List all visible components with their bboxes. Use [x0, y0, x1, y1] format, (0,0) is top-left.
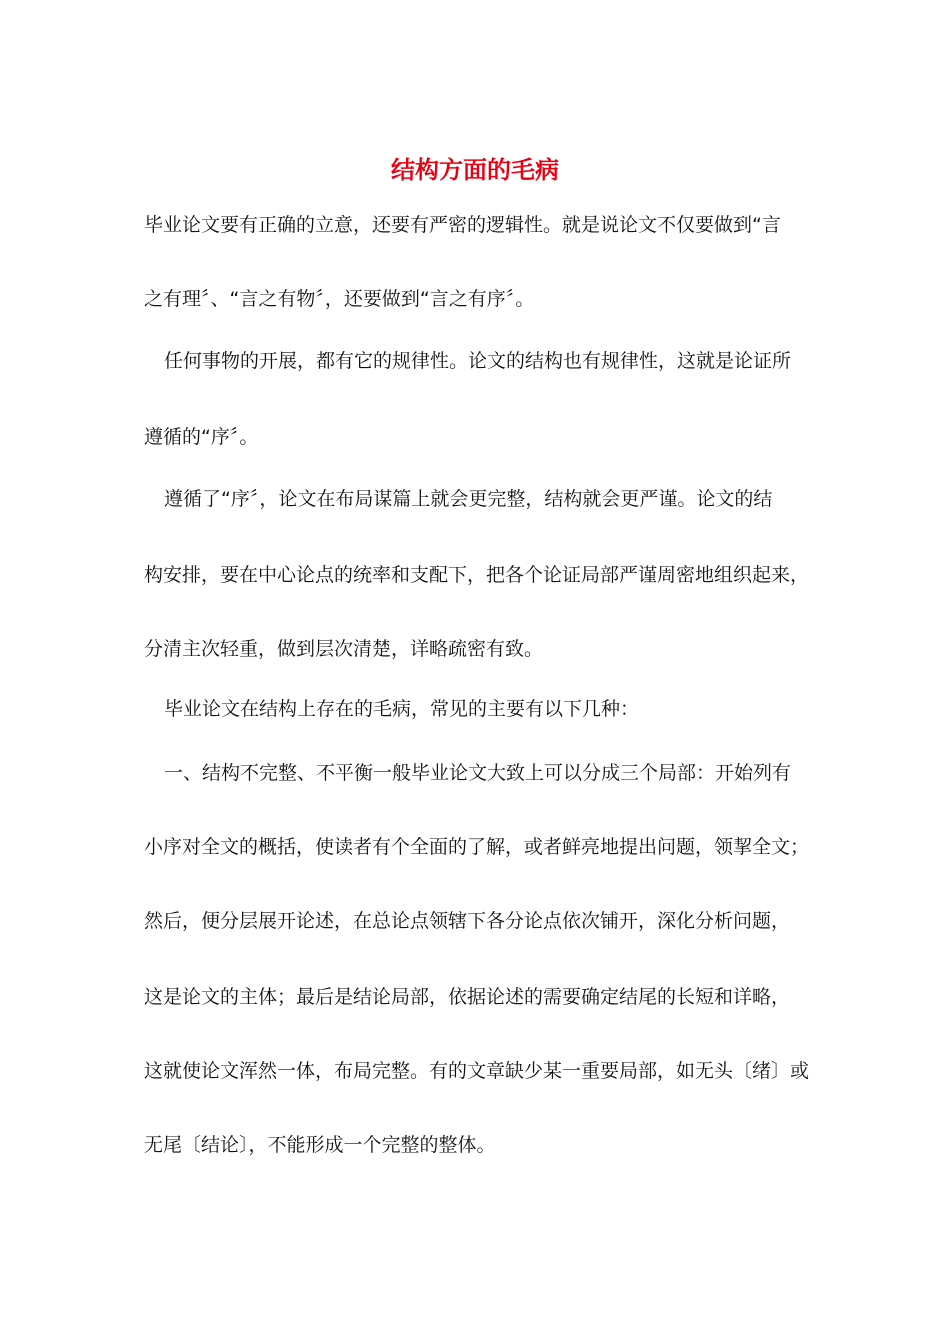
- paragraph-line: 无尾〔结论〕，不能形成一个完整的整体。: [144, 1134, 496, 1156]
- paragraph-line: 然后，便分层展开论述，在总论点领辖下各分论点依次铺开，深化分析问题，: [144, 910, 791, 932]
- paragraph-line: 这就使论文浑然一体，布局完整。有的文章缺少某一重要局部，如无头〔绪〕或: [144, 1060, 810, 1082]
- paragraph-line: 任何事物的开展，都有它的规律性。论文的结构也有规律性，这就是论证所: [164, 350, 792, 372]
- document-title: 结构方面的毛病: [391, 155, 559, 184]
- paragraph-line: 这是论文的主体；最后是结论局部，依据论述的需要确定结尾的长短和详略，: [144, 986, 791, 1008]
- paragraph-line: 分清主次轻重，做到层次清楚，详略疏密有致。: [144, 638, 544, 660]
- paragraph-line: 一、结构不完整、不平衡一般毕业论文大致上可以分成三个局部：开始列有: [164, 762, 792, 784]
- paragraph-line: 遵循了“序〞，论文在布局谋篇上就会更完整，结构就会更严谨。论文的结: [164, 488, 773, 510]
- paragraph-line: 毕业论文在结构上存在的毛病，常见的主要有以下几种：: [164, 698, 640, 720]
- paragraph-line: 构安排，要在中心论点的统率和支配下，把各个论证局部严谨周密地组织起来，: [144, 564, 810, 586]
- paragraph-line: 之有理〞、“言之有物〞，还要做到“言之有序〞。: [144, 288, 535, 310]
- paragraph-line: 毕业论文要有正确的立意，还要有严密的逻辑性。就是说论文不仅要做到“言: [144, 214, 781, 236]
- paragraph-line: 遵循的“序〞。: [144, 426, 259, 448]
- paragraph-line: 小序对全文的概括，使读者有个全面的了解，或者鲜亮地提出问题，领挈全文；: [144, 836, 810, 858]
